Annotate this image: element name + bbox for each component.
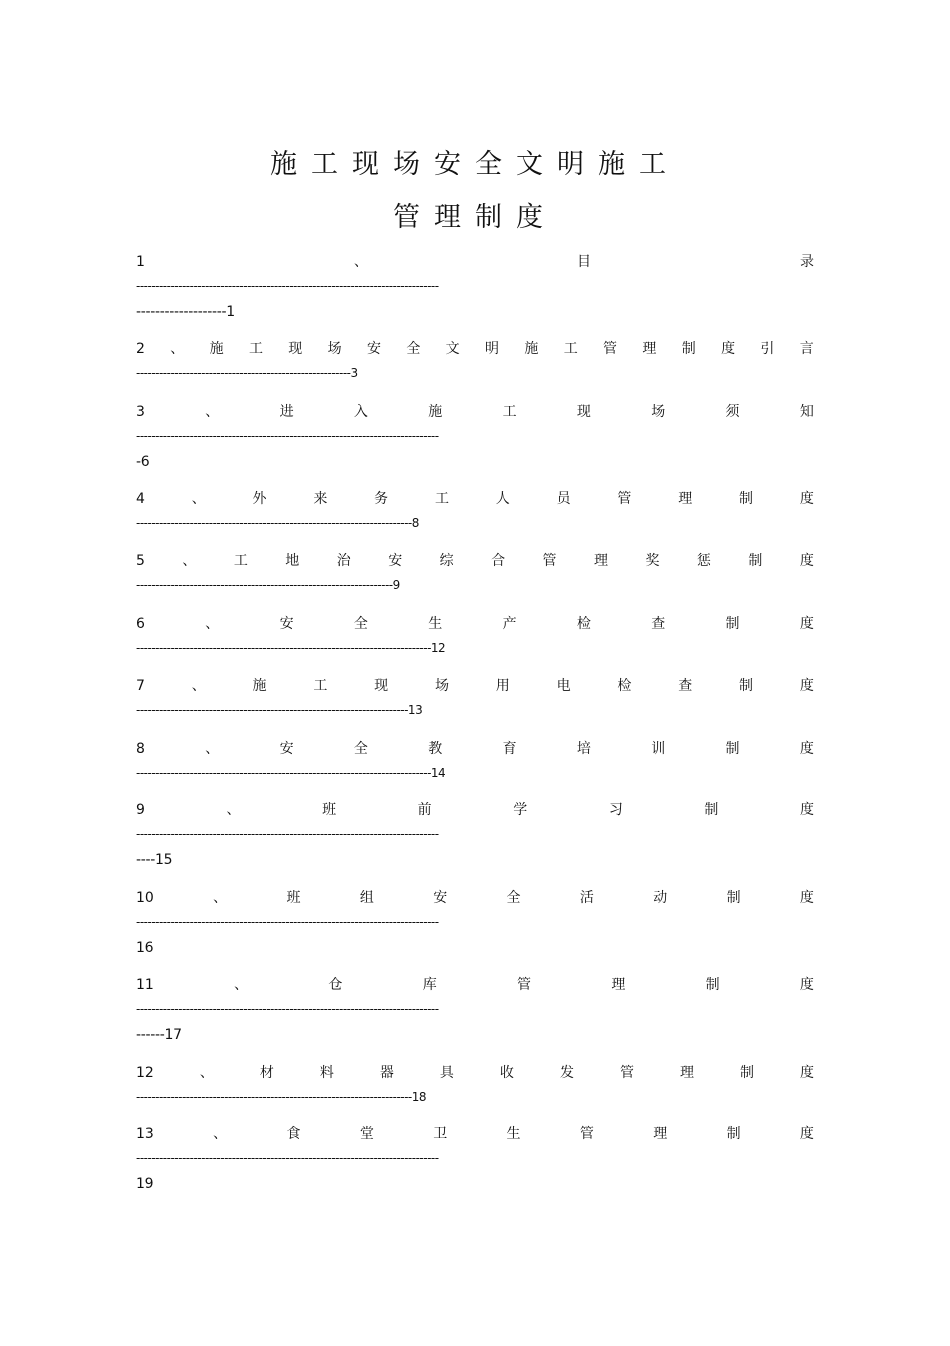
toc-entry-char: 管 [542,553,557,569]
toc-entry-char: 前 [417,802,432,818]
toc-leader-line: --------------------------------------------------------3 [136,366,358,380]
toc-leader-continuation: -------------------1 [136,304,235,320]
document-title-line-2: 管理制度 [393,202,557,233]
toc-entry-char: 工 [233,553,248,569]
toc-entry-number: 8 [136,741,145,757]
toc-entry [136,489,814,509]
toc-leader-line: ------------------------------------------------------------------------------- [136,915,439,929]
toc-entry-char: 现 [576,404,591,420]
toc-entry-char: 、 [234,977,249,993]
toc-entry-char: 治 [336,553,351,569]
toc-entry-char: 、 [205,741,220,757]
toc-entry-char: 制 [726,890,741,906]
toc-entry-char: 度 [799,553,814,569]
toc-entry-char: 、 [170,341,185,357]
toc-entry-number: 6 [136,616,145,632]
toc-entry-char: 场 [434,678,449,694]
toc-entry-number: 12 [136,1065,154,1081]
toc-leader-continuation: ----15 [136,852,173,868]
toc-entry-char: 组 [359,890,374,906]
toc-entry-char: 理 [594,553,608,569]
toc-leader-continuation: ------17 [136,1027,182,1043]
toc-entry-char: 检 [576,616,591,632]
toc-entry-char: 安 [279,616,294,632]
toc-entry-char: 、 [205,404,220,420]
toc-entry-char: 班 [322,802,337,818]
toc-entry-number: 7 [136,678,145,694]
toc-entry-char: 度 [799,741,814,757]
toc-entry-char: 料 [319,1065,334,1081]
toc-entry-char: 工 [248,341,263,357]
toc-entry-char: 查 [651,616,666,632]
toc-entry-char: 引 [760,341,775,357]
toc-entry-char: 理 [679,1065,694,1081]
toc-leader-line: -------------------------------------------------------------------9 [136,578,400,592]
toc-entry-char: 言 [799,341,814,357]
toc-entry [136,339,814,359]
toc-entry-number: 2 [136,341,145,357]
toc-entry-number: 5 [136,553,145,569]
toc-entry-number: 13 [136,1126,154,1142]
toc-entry-char: 度 [799,616,814,632]
toc-entry-char: 生 [506,1126,521,1142]
toc-entry-char: 制 [681,341,696,357]
toc-entry [136,252,814,272]
toc-entry-number: 4 [136,491,145,507]
toc-leader-line: -----------------------------------------------------------------------------12 [136,641,446,655]
toc-entry [136,402,814,422]
toc-entry-char: 施 [524,341,539,357]
toc-entry-char: 知 [799,404,814,420]
toc-entry-number: 11 [136,977,154,993]
toc-leader-line: ------------------------------------------------------------------------------- [136,1151,439,1165]
toc-entry-char: 用 [495,678,510,694]
toc-entry-char: 工 [502,404,517,420]
document-title-line-1: 施工现场安全文明施工 [270,149,680,180]
toc-entry-char: 、 [213,890,228,906]
toc-entry-char: 务 [374,491,389,507]
toc-entry-char: 育 [502,741,517,757]
toc-entry-char: 制 [725,616,740,632]
toc-entry-char: 人 [495,491,510,507]
toc-entry-char: 堂 [359,1126,374,1142]
toc-entry-char: 安 [433,890,448,906]
toc-entry-char: 现 [288,341,303,357]
toc-entry-char: 度 [799,1126,814,1142]
toc-entry-char: 度 [799,977,814,993]
toc-leader-line: ------------------------------------------------------------------------------- [136,279,439,293]
toc-entry-char: 地 [285,553,300,569]
toc-leader-continuation: 16 [136,940,154,956]
toc-entry-char: 文 [445,341,460,357]
toc-entry-number: 3 [136,404,145,420]
toc-entry-char: 电 [556,678,571,694]
toc-entry [136,739,814,759]
toc-entry-char: 度 [721,341,736,357]
toc-entry [136,1063,814,1083]
toc-entry-char: 习 [608,802,623,818]
toc-entry-char: 器 [379,1065,394,1081]
toc-entry-char: 动 [653,890,668,906]
toc-leader-line: ------------------------------------------------------------------------------- [136,827,439,841]
toc-entry-char: 具 [439,1065,454,1081]
toc-entry-number: 1 [136,254,145,270]
toc-entry [136,551,814,571]
toc-entry [136,676,814,696]
toc-entry-char: 场 [651,404,666,420]
toc-entry-char: 发 [559,1065,574,1081]
toc-entry-char: 学 [513,802,528,818]
toc-leader-continuation: -6 [136,454,150,470]
toc-leader-line: -----------------------------------------------------------------------------14 [136,766,446,780]
toc-entry-char: 度 [799,491,814,507]
toc-entry-char: 理 [642,341,657,357]
toc-entry-char: 、 [191,491,206,507]
toc-entry-char: 度 [800,1065,814,1081]
toc-entry-char: 、 [353,254,368,270]
toc-entry-char: 度 [799,802,814,818]
toc-entry-char: 综 [439,553,454,569]
toc-entry-char: 进 [279,404,294,420]
toc-leader-line: ------------------------------------------------------------------------18 [136,1090,427,1104]
toc-entry-char: 来 [313,491,328,507]
toc-entry-char: 奖 [645,553,660,569]
toc-entry-char: 制 [739,678,754,694]
toc-entry-char: 、 [226,802,241,818]
toc-entry-char: 工 [434,491,449,507]
toc-entry-char: 教 [428,741,443,757]
toc-leader-line: ------------------------------------------------------------------------------- [136,429,439,443]
toc-entry-char: 制 [704,802,719,818]
toc-entry-char: 全 [353,616,368,632]
toc-entry-char: 制 [705,977,720,993]
toc-entry-char: 入 [353,404,368,420]
toc-entry-char: 惩 [696,553,711,569]
toc-entry-char: 场 [327,341,342,357]
toc-leader-continuation: 19 [136,1176,154,1192]
toc-entry-char: 现 [374,678,389,694]
toc-entry-char: 施 [209,341,224,357]
toc-entry [136,800,814,820]
toc-entry-char: 安 [279,741,294,757]
toc-entry-char: 施 [428,404,443,420]
toc-entry-char: 安 [388,553,403,569]
toc-entry-char: 、 [199,1065,214,1081]
toc-leader-line: ------------------------------------------------------------------------------- [136,1002,439,1016]
toc-entry-char: 制 [726,1126,741,1142]
toc-entry-char: 管 [619,1065,634,1081]
toc-entry-char: 须 [725,404,740,420]
toc-entry-char: 全 [353,741,368,757]
toc-entry-char: 活 [579,890,594,906]
toc-entry-char: 、 [205,616,220,632]
toc-entry-char: 制 [725,741,740,757]
toc-leader-line: -----------------------------------------------------------------------13 [136,703,423,717]
toc-entry-char: 工 [563,341,578,357]
toc-entry-char: 查 [678,678,693,694]
toc-entry-char: 管 [517,977,532,993]
toc-entry-char: 制 [739,491,754,507]
toc-entry-char: 仓 [328,977,343,993]
toc-entry-char: 、 [213,1126,228,1142]
toc-entry [136,975,814,995]
toc-entry-char: 制 [739,1065,754,1081]
toc-entry-char: 制 [748,553,763,569]
toc-entry-char: 目 [576,254,591,270]
toc-entry-char: 全 [506,890,521,906]
toc-entry-char: 管 [617,491,632,507]
toc-entry-char: 施 [252,678,267,694]
toc-entry-char: 度 [799,890,814,906]
toc-entry-char: 管 [603,341,618,357]
toc-entry-char: 员 [556,491,571,507]
toc-entry-char: 检 [617,678,632,694]
toc-entry-number: 9 [136,802,145,818]
toc-entry-char: 班 [286,890,301,906]
toc-entry-char: 收 [499,1065,514,1081]
toc-entry-char: 、 [191,678,206,694]
toc-entry-char: 度 [799,678,814,694]
toc-entry-char: 录 [799,254,814,270]
toc-entry [136,614,814,634]
toc-entry-char: 合 [491,553,506,569]
toc-entry-char: 卫 [433,1126,448,1142]
toc-entry-char: 产 [502,616,517,632]
toc-entry [136,888,814,908]
toc-entry-char: 理 [653,1126,668,1142]
toc-entry-char: 外 [252,491,267,507]
toc-entry-char: 食 [286,1126,301,1142]
toc-entry-char: 、 [182,553,197,569]
toc-entry-char: 明 [485,341,500,357]
toc-entry-char: 工 [313,678,328,694]
toc-entry-char: 全 [406,341,421,357]
toc-entry [136,1124,814,1144]
toc-entry-char: 材 [259,1065,274,1081]
toc-entry-char: 理 [611,977,626,993]
toc-entry-char: 生 [428,616,443,632]
toc-entry-char: 理 [678,491,693,507]
toc-entry-char: 培 [576,741,591,757]
toc-entry-char: 训 [651,741,666,757]
toc-entry-number: 10 [136,890,154,906]
toc-entry-char: 安 [366,341,381,357]
toc-entry-char: 库 [422,977,437,993]
toc-leader-line: ------------------------------------------------------------------------8 [136,516,419,530]
toc-entry-char: 管 [579,1126,594,1142]
